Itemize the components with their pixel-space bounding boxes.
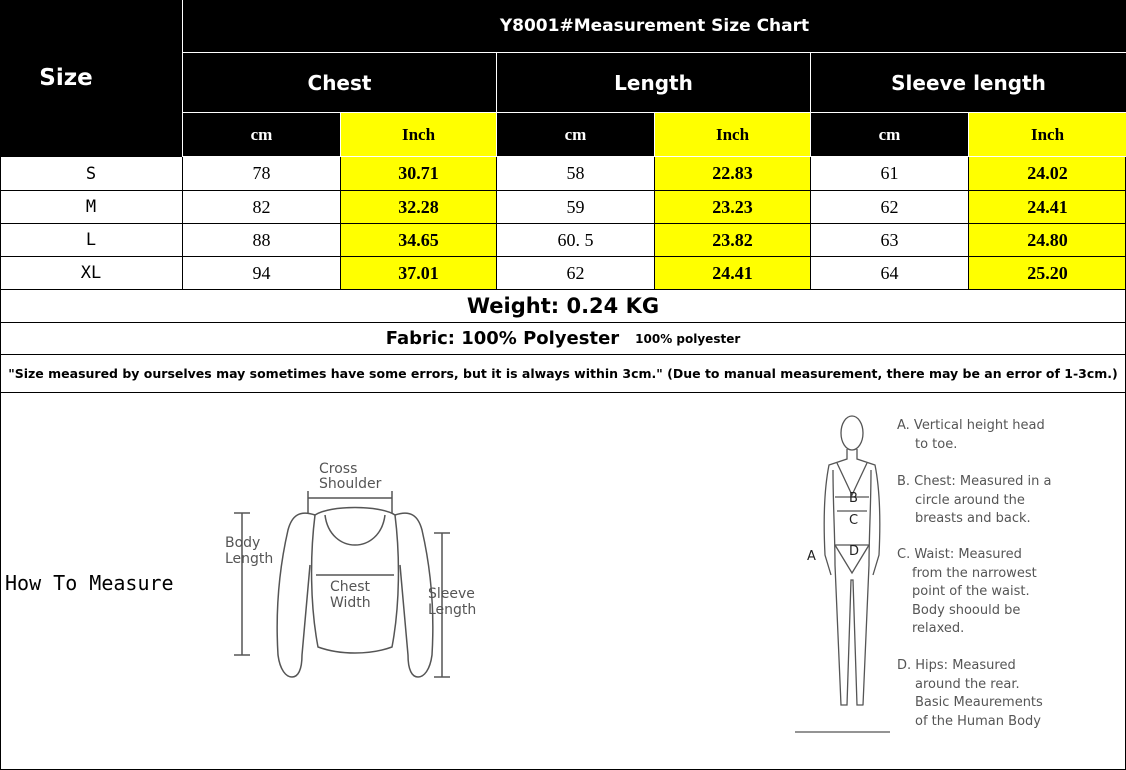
body-diagram: [795, 405, 890, 735]
unit-header-inch: [655, 113, 810, 156]
note-line: A. Vertical height head: [897, 418, 1045, 433]
disclaimer-text: "Size measured by ourselves may sometimes have some errors, but it is always within 3cm." (Due to manual measurement, there may be an error of 1-3cm.): [8, 366, 1118, 381]
fabric-row: [0, 323, 1126, 354]
unit-header-cm: [811, 113, 968, 156]
table-cell: [811, 191, 968, 223]
table-cell: [497, 224, 654, 256]
size-header: [0, 0, 182, 157]
cross-shoulder-label-1: Cross: [319, 461, 358, 477]
table-cell: [497, 191, 654, 223]
divider: [182, 157, 183, 289]
table-cell: [655, 157, 810, 190]
cell-value: 78: [252, 163, 271, 183]
unit-header-cm: [497, 113, 654, 156]
chart-title: [183, 0, 1126, 52]
table-cell: [497, 157, 654, 190]
size-header-label: Size: [39, 64, 93, 91]
table-cell: [655, 257, 810, 289]
cell-value: 82: [252, 196, 271, 217]
unit-header-cm: [183, 113, 340, 156]
cell-value: 94: [252, 262, 271, 283]
group-label-sleeve-length: Sleeve length: [891, 70, 1046, 95]
note-a: [897, 417, 1117, 473]
cell-value: 37.01: [398, 262, 439, 283]
group-header-sleeve-length: [811, 53, 1126, 112]
note-line: from the narrowest: [912, 565, 1037, 581]
body-length-label-2: Length: [225, 551, 274, 567]
note-line: breasts and back.: [915, 511, 1031, 526]
table-cell: [183, 257, 340, 289]
how-to-measure-text: How To Measure: [5, 571, 174, 595]
marker-c: C: [849, 513, 859, 528]
cell-value: 64: [880, 262, 899, 283]
cell-value: 34.65: [398, 229, 439, 250]
unit-label: Inch: [1030, 124, 1065, 144]
body-length-label-1: Body: [225, 535, 261, 551]
cell-value: 61: [880, 163, 899, 183]
note-line: circle around the: [915, 492, 1025, 508]
unit-label: Inch: [715, 124, 750, 144]
size-label: M: [85, 197, 97, 217]
cell-value: 60. 5: [557, 229, 594, 250]
table-cell: [969, 257, 1126, 289]
table-cell: [341, 157, 496, 190]
cell-value: 58: [566, 163, 585, 183]
size-label: XL: [80, 263, 102, 283]
unit-header-inch: [341, 113, 496, 156]
weight-label: Weight: 0.24 KG: [466, 294, 660, 318]
note-line: point of the waist.: [912, 584, 1030, 599]
divider: [0, 256, 1126, 257]
note-line: Basic Meaurements: [915, 695, 1043, 710]
note-line: around the rear.: [915, 676, 1020, 692]
note-line: of the Human Body: [915, 713, 1041, 729]
head: [841, 416, 863, 450]
divider: [0, 392, 1126, 393]
group-header-length: [497, 53, 810, 112]
cell-value: 63: [880, 229, 899, 250]
table-cell: [811, 224, 968, 256]
fabric-note: 100% polyester: [635, 331, 741, 346]
note-line: relaxed.: [912, 621, 965, 636]
note-c: [897, 546, 1117, 657]
chest-width-label-2: Width: [330, 595, 371, 611]
note-line: Body shoould be: [912, 602, 1021, 618]
table-cell: [183, 224, 340, 256]
cell-value: 24.02: [1027, 163, 1068, 183]
divider: [340, 157, 341, 289]
divider: [654, 157, 655, 289]
note-line: to toe.: [915, 436, 958, 452]
table-cell-size: [0, 157, 182, 190]
unit-header-inch: [969, 113, 1126, 156]
sleeve-length-label-2: Length: [428, 602, 477, 618]
cell-value: 24.41: [1027, 196, 1068, 217]
table-cell: [497, 257, 654, 289]
table-cell-size: [0, 191, 182, 223]
cell-value: 59: [566, 196, 585, 217]
table-cell: [341, 191, 496, 223]
size-label: S: [85, 163, 97, 184]
cell-value: 24.41: [712, 262, 753, 283]
divider: [496, 157, 497, 289]
divider: [0, 190, 1126, 191]
size-label: L: [85, 230, 97, 250]
marker-b: B: [849, 491, 858, 506]
body-notes: [897, 417, 1117, 731]
table-cell: [655, 224, 810, 256]
table-cell: [969, 191, 1126, 223]
table-cell-size: [0, 257, 182, 289]
unit-label: cm: [878, 124, 901, 144]
table-cell: [811, 157, 968, 190]
unit-label: cm: [250, 124, 273, 144]
cell-value: 23.82: [712, 229, 753, 250]
divider: [968, 157, 969, 289]
note-line: B. Chest: Measured in a: [897, 474, 1052, 489]
table-cell: [811, 257, 968, 289]
note-line: D. Hips: Measured: [897, 658, 1016, 673]
divider: [0, 157, 1, 769]
cell-value: 30.71: [398, 163, 439, 183]
disclaimer-row: [0, 355, 1126, 392]
note-b: [897, 473, 1117, 546]
cross-shoulder-label-2: Shoulder: [319, 476, 382, 492]
cell-value: 25.20: [1027, 262, 1068, 283]
table-cell: [341, 224, 496, 256]
marker-d: D: [849, 544, 860, 559]
how-to-measure-label: [5, 571, 174, 595]
fabric-label: Fabric: 100% Polyester: [385, 328, 620, 349]
table-cell: [183, 157, 340, 190]
cell-value: 62: [566, 262, 585, 283]
group-label-length: Length: [614, 70, 693, 95]
cell-value: 32.28: [398, 196, 439, 217]
weight-row: [0, 290, 1126, 322]
marker-a: A: [807, 549, 816, 564]
table-cell: [341, 257, 496, 289]
unit-label: cm: [564, 124, 587, 144]
group-header-chest: [183, 53, 496, 112]
cell-value: 88: [252, 229, 271, 250]
divider: [0, 223, 1126, 224]
divider: [810, 157, 811, 289]
table-cell: [969, 157, 1126, 190]
table-cell: [969, 224, 1126, 256]
garment-left-sleeve: [277, 513, 315, 677]
cell-value: 24.80: [1027, 229, 1068, 250]
cell-value: 62: [880, 196, 899, 217]
garment-neckline: [325, 515, 385, 545]
note-line: C. Waist: Measured: [897, 547, 1022, 562]
sleeve-length-label-1: Sleeve: [428, 586, 475, 602]
table-cell-size: [0, 224, 182, 256]
chart-title-label: Y8001#Measurement Size Chart: [499, 16, 810, 36]
group-label-chest: Chest: [307, 70, 372, 95]
chest-width-label-1: Chest: [330, 579, 371, 595]
unit-label: Inch: [401, 124, 436, 144]
cell-value: 23.23: [712, 196, 753, 217]
note-d: [897, 657, 1117, 731]
table-cell: [655, 191, 810, 223]
garment-diagram: [220, 455, 490, 690]
cell-value: 22.83: [712, 163, 753, 183]
table-cell: [183, 191, 340, 223]
